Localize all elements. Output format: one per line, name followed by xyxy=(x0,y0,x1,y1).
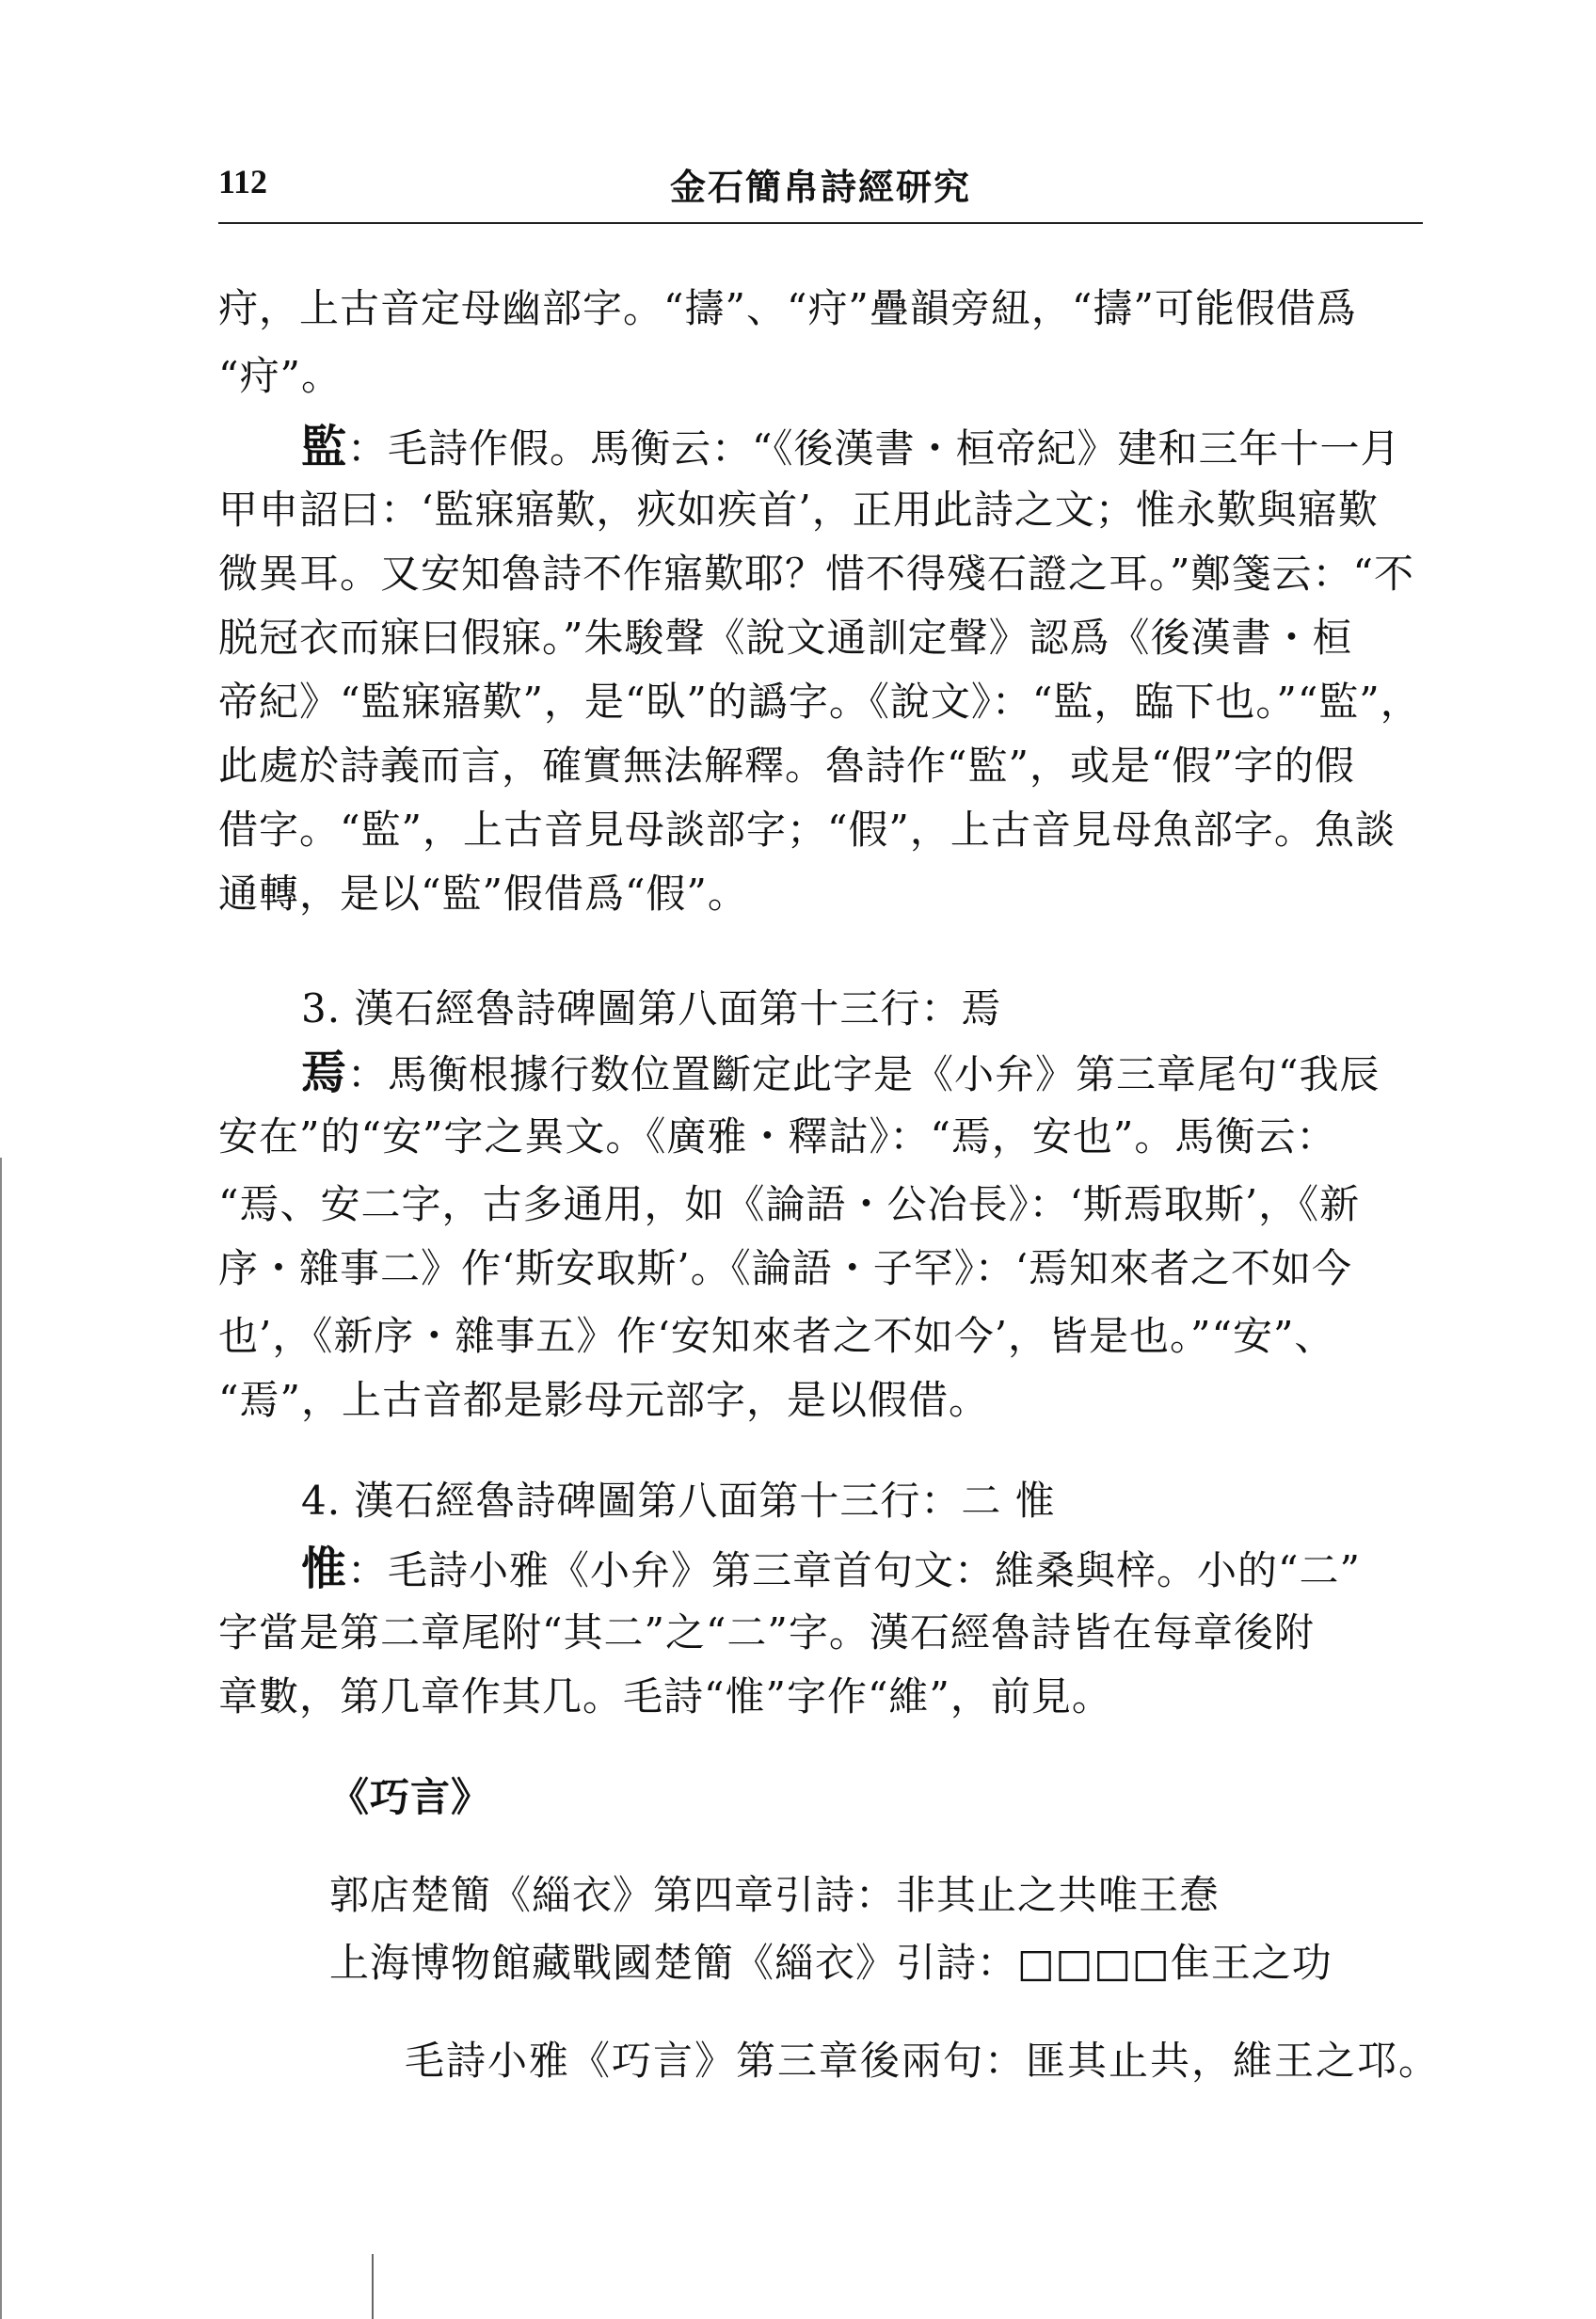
entry-first-line xyxy=(301,1045,1515,1103)
entry-head-character: 惟 xyxy=(301,1543,348,1595)
text-line: 也’，《新序・雜事五》作‘安知來者之不如今’，皆是也。”“安”、 xyxy=(218,1313,1335,1359)
page-number: 112 xyxy=(218,163,268,200)
text-line: “焉、安二字，古多通用，如《論語・公冶長》：‘斯焉取斯’，《新 xyxy=(218,1181,1361,1227)
text-line: “疛”。 xyxy=(218,353,342,399)
text-line: 疛，上古音定母幽部字。“擣”、“疛”疊韻旁紐，“擣”可能假借爲 xyxy=(218,285,1357,331)
text-line: 帝紀》“監寐寤歎”，是“臥”的譌字。《說文》：“監，臨下也。”“監”， xyxy=(218,679,1421,725)
quotation-line: 上海博物館藏戰國楚簡《緇衣》引詩：□□□□隹王之功 xyxy=(329,1940,1333,1986)
entry-first-line xyxy=(301,1541,1515,1599)
entry-head-character: 焉 xyxy=(301,1047,348,1099)
binding-mark xyxy=(372,2254,374,2319)
page-edge-line xyxy=(0,1158,2,2319)
text-line: 序・雜事二》作‘斯安取斯’。《論語・子罕》：‘焉知來者之不如今 xyxy=(218,1245,1353,1291)
text-line: 甲申詔曰：‘監寐寤歎，疢如疾首’，正用此詩之文；惟永歎與寤歎 xyxy=(218,487,1379,533)
text-line: 章數，第几章作其几。毛詩“惟”字作“維”，前見。 xyxy=(218,1673,1112,1719)
poem-title: 《巧言》 xyxy=(329,1774,492,1820)
section-heading: 3. 漢石經魯詩碑圖第八面第十三行：焉 xyxy=(301,985,1002,1032)
header-rule xyxy=(218,222,1423,224)
text-line: 此處於詩義而言，確實無法解釋。魯詩作“監”，或是“假”字的假 xyxy=(218,743,1355,789)
entry-text: ：馬衡根據行数位置斷定此字是《小弁》第三章尾句“我辰 xyxy=(347,1051,1381,1097)
quotation-line: 毛詩小雅《巧言》第三章後兩句：匪其止共，維王之邛。 xyxy=(405,2038,1441,2084)
text-line: 微異耳。又安知魯詩不作寤歎耶？惜不得殘石證之耳。”鄭箋云：“不 xyxy=(218,551,1414,597)
text-line: 安在”的“安”字之異文。《廣雅・釋詁》：“焉，安也”。馬衡云： xyxy=(218,1113,1337,1160)
entry-head-character: 監 xyxy=(301,421,348,473)
text-line: 通轉，是以“監”假借爲“假”。 xyxy=(218,871,748,917)
text-line: 脱冠衣而寐曰假寐。”朱駿聲《說文通訓定聲》認爲《後漢書・桓 xyxy=(218,615,1353,661)
text-line: 借字。“監”，上古音見母談部字；“假”，上古音見母魚部字。魚談 xyxy=(218,807,1396,853)
text-line: “焉”，上古音都是影母元部字，是以假借。 xyxy=(218,1377,989,1423)
entry-text: ：毛詩作假。馬衡云：“《後漢書・桓帝紀》建和三年十一月 xyxy=(347,425,1401,472)
quotation-line: 郭店楚簡《緇衣》第四章引詩：非其止之共唯王惷 xyxy=(329,1872,1221,1918)
entry-first-line xyxy=(301,419,1515,477)
text-line: 字當是第二章尾附“其二”之“二”字。漢石經魯詩皆在每章後附 xyxy=(218,1609,1315,1655)
section-heading: 4. 漢石經魯詩碑圖第八面第十三行：二 惟 xyxy=(301,1478,1056,1524)
entry-text: ：毛詩小雅《小弁》第三章首句文：維桑與梓。小的“二” xyxy=(347,1547,1361,1593)
running-title: 金石簡帛詩經研究 xyxy=(670,166,972,208)
